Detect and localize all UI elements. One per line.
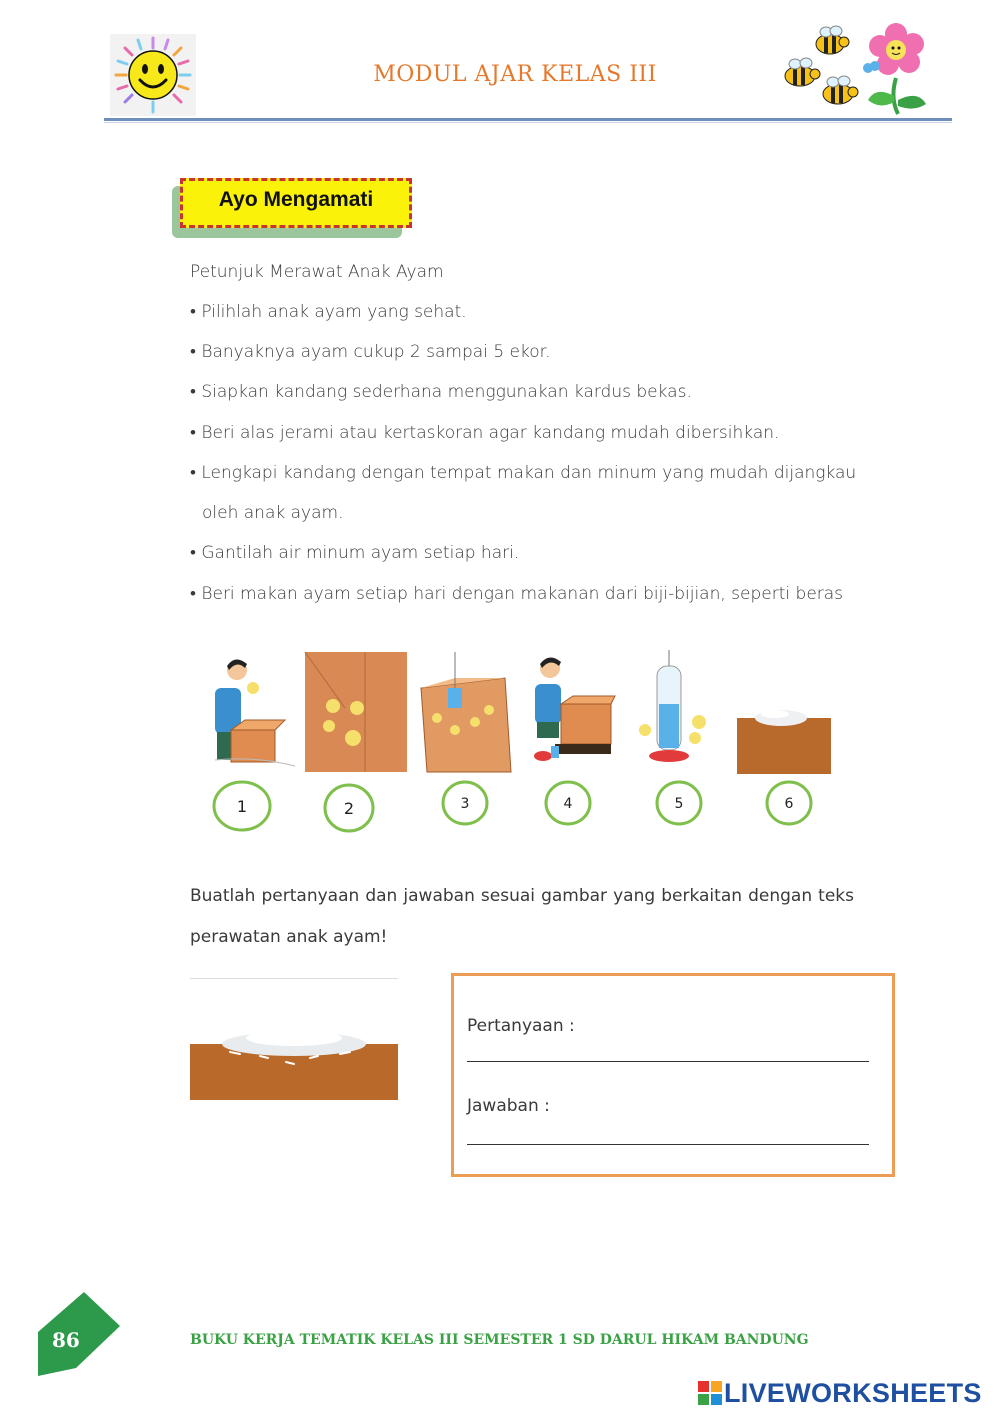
instruction-item: • Pilihlah anak ayam yang sehat. — [190, 302, 467, 322]
number-label-1: 1 — [236, 797, 248, 816]
illustration-1-boy-with-box — [215, 659, 295, 766]
header-title: MODUL AJAR KELAS III — [373, 62, 657, 87]
rice-image — [190, 1022, 398, 1100]
instruction-item: • Beri alas jerami atau kertaskoran agar kandang mudah dibersihkan. — [190, 423, 780, 443]
number-label-3: 3 — [460, 796, 470, 812]
sun-smiley-icon — [110, 34, 196, 116]
number-label-5: 5 — [674, 796, 684, 812]
liveworksheets-logo-icon — [698, 1381, 722, 1405]
instruction-item: • Banyaknya ayam cukup 2 sampai 5 ekor. — [190, 342, 551, 362]
illustration-5-water-feeder — [639, 650, 706, 762]
instruction-item-continued: oleh anak ayam. — [202, 503, 344, 523]
instruction-item: • Siapkan kandang sederhana menggunakan kardus bekas. — [190, 382, 692, 402]
question-input-line[interactable] — [467, 1061, 869, 1062]
task-instruction: Buatlah pertanyaan dan jawaban sesuai gambar yang berkaitan dengan teks perawatan anak ayam! — [190, 886, 854, 947]
page-number: 86 — [52, 1328, 80, 1352]
number-label-4: 4 — [563, 796, 573, 812]
illustration-6-rice — [737, 710, 831, 774]
number-label-6: 6 — [784, 796, 794, 812]
illustration-4-boy-feeding — [534, 657, 615, 761]
liveworksheets-watermark: LIVEWORKSHEETS — [724, 1378, 982, 1408]
instruction-item: • Lengkapi kandang dengan tempat makan dan minum yang mudah dijangkau — [190, 463, 857, 483]
instruction-item: • Gantilah air minum ayam setiap hari. — [190, 543, 520, 563]
instruction-item: • Beri makan ayam setiap hari dengan makanan dari biji-bijian, seperti beras — [190, 584, 844, 604]
answer-label: Jawaban : — [467, 1096, 550, 1116]
question-label: Pertanyaan : — [467, 1016, 575, 1036]
illustration-3-box-with-feeder — [421, 652, 511, 772]
illustration-number-circles — [205, 778, 845, 838]
bees-flower-icon — [778, 20, 930, 116]
header-divider-shadow — [104, 122, 952, 123]
number-label-2: 2 — [343, 799, 355, 818]
section-banner-label: Ayo Mengamati — [218, 188, 374, 211]
answer-box — [451, 973, 895, 1177]
header-divider — [104, 118, 952, 121]
instructions-heading: Petunjuk Merawat Anak Ayam — [190, 262, 444, 282]
footer-text: BUKU KERJA TEMATIK KELAS III SEMESTER 1 SD DARUL HIKAM BANDUNG — [190, 1332, 809, 1348]
illustration-2-box-with-chicks — [305, 652, 407, 772]
image-top-divider — [190, 978, 398, 979]
answer-input-line[interactable] — [467, 1144, 869, 1145]
